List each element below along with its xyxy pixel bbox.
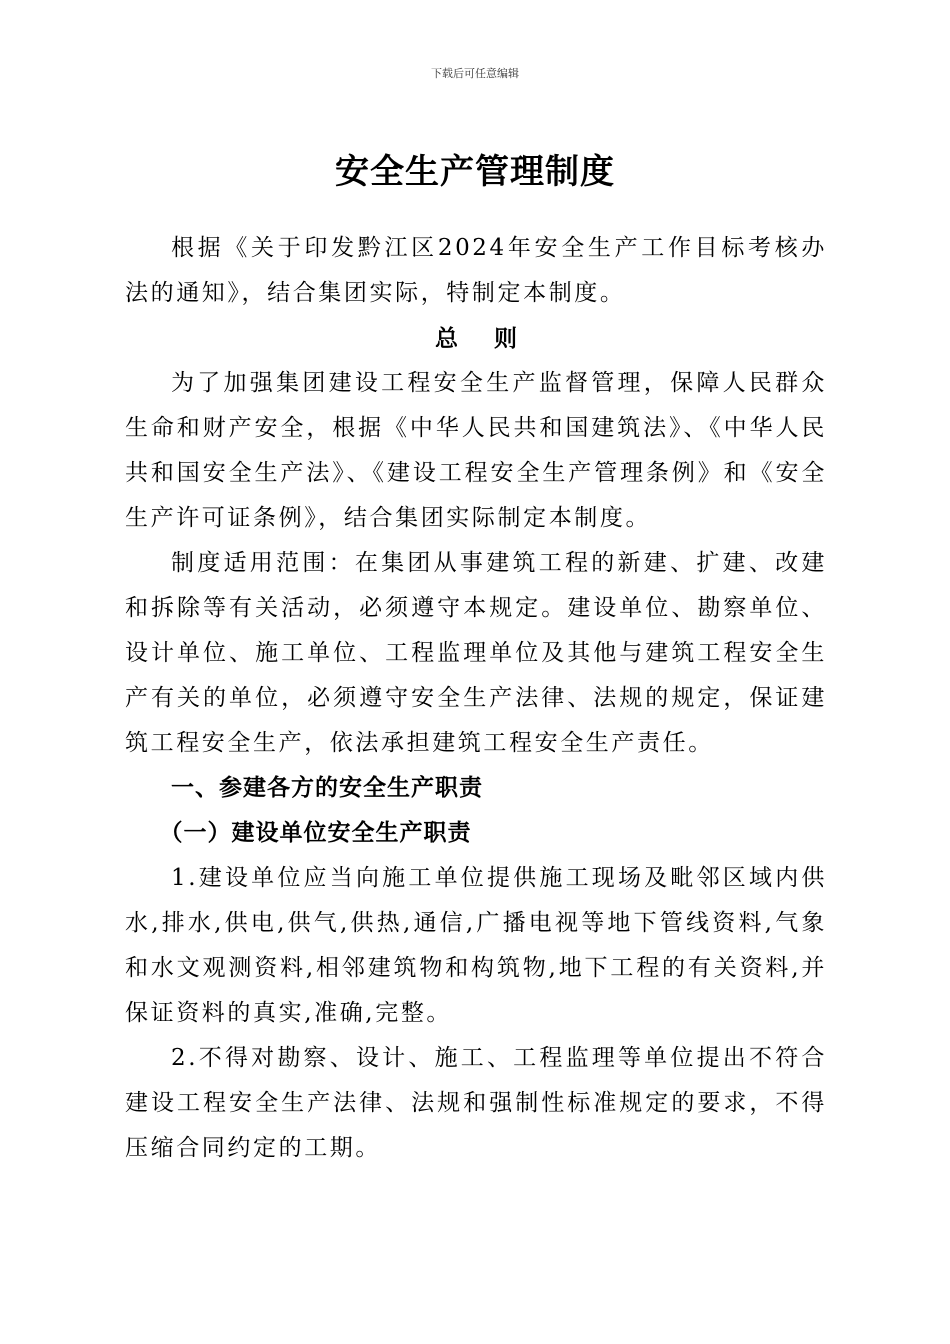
item-1-paragraph: 1.建设单位应当向施工单位提供施工现场及毗邻区域内供水,排水,供电,供气,供热,通信,广播电视等地下管线资料,气象和水文观测资料,相邻建筑物和构筑物,地下工程的有关资料,并保证资料的真实,准确,完整。 (125, 865, 827, 1026)
general-principles-heading: 总则 (435, 325, 553, 352)
general-paragraph-scope: 制度适用范围：在集团从事建筑工程的新建、扩建、改建和拆除等有关活动，必须遵守本规定。建设单位、勘察单位、设计单位、施工单位、工程监理单位及其他与建筑工程安全生产有关的单位，必须遵守安全生产法律、法规的规定，保证建筑工程安全生产，依法承担建筑工程安全生产责任。 (125, 550, 827, 756)
header-note: 下载后可任意编辑 (431, 67, 519, 80)
document-body (125, 226, 827, 1171)
document-title: 安全生产管理制度 (335, 152, 615, 192)
intro-paragraph: 根据《关于印发黔江区2024年安全生产工作目标考核办法的通知》，结合集团实际，特制定本制度。 (125, 235, 827, 306)
section-1-heading: 一、参建各方的安全生产职责 (171, 775, 483, 801)
subsection-1-heading: （一）建设单位安全生产职责 (159, 820, 472, 846)
general-paragraph-purpose: 为了加强集团建设工程安全生产监督管理，保障人民群众生命和财产安全，根据《中华人民共和国建筑法》、《中华人民共和国安全生产法》、《建设工程安全生产管理条例》和《安全生产许可证条例》，结合集团实际制定本制度。 (125, 370, 827, 531)
item-2-paragraph: 2.不得对勘察、设计、施工、工程监理等单位提出不符合建设工程安全生产法律、法规和强制性标准规定的要求，不得压缩合同约定的工期。 (125, 1045, 827, 1161)
